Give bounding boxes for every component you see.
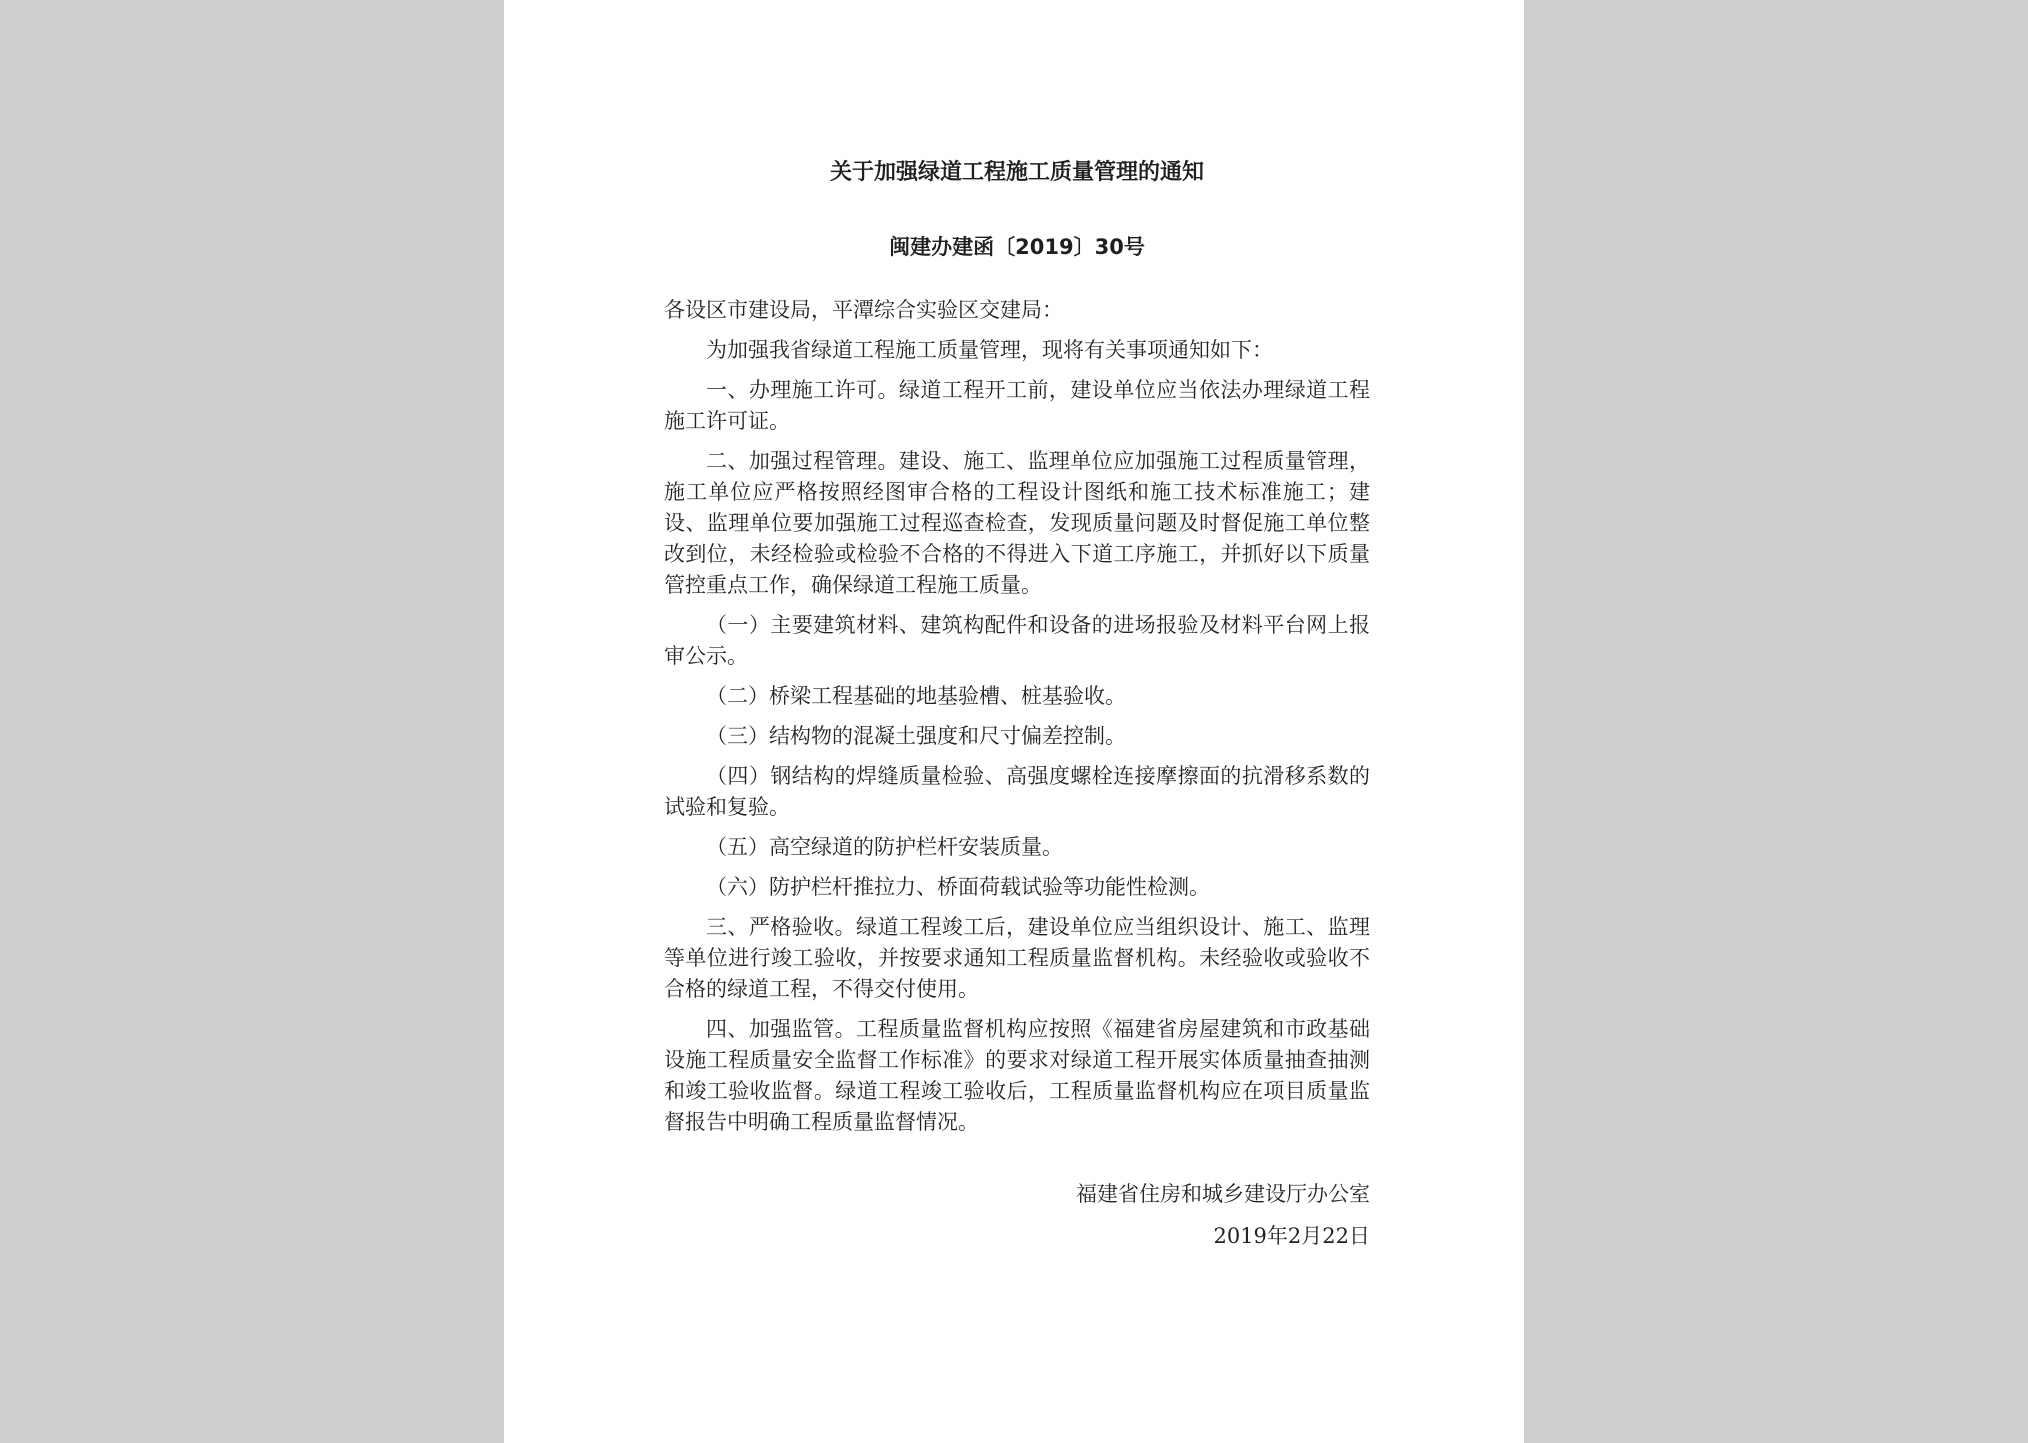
paragraph-item-4: （四）钢结构的焊缝质量检验、高强度螺栓连接摩擦面的抗滑移系数的试验和复验。 [664, 764, 1370, 819]
paragraph-item-3: （三）结构物的混凝土强度和尺寸偏差控制。 [706, 724, 1126, 748]
salutation: 各设区市建设局，平潭综合实验区交建局： [664, 298, 1063, 322]
document-number: 闽建办建函〔2019〕30号 [889, 235, 1145, 259]
paragraph-section-3: 三、严格验收。绿道工程竣工后，建设单位应当组织设计、施工、监理等单位进行竣工验收，并按要求通知工程质量监督机构。未经验收或验收不合格的绿道工程，不得交付使用。 [664, 915, 1370, 1001]
signature-organization: 福建省住房和城乡建设厅办公室 [1076, 1182, 1370, 1206]
document-body [664, 150, 1370, 1252]
paragraph-section-2: 二、加强过程管理。建设、施工、监理单位应加强施工过程质量管理，施工单位应严格按照经图审合格的工程设计图纸和施工技术标准施工；建设、监理单位要加强施工过程巡查检查，发现质量问题及时督促施工单位整改到位，未经检验或检验不合格的不得进入下道工序施工，并抓好以下质量管控重点工作，确保绿道工程施工质量。 [664, 449, 1370, 597]
paragraph-item-6: （六）防护栏杆推拉力、桥面荷载试验等功能性检测。 [706, 875, 1210, 899]
paragraph-item-5: （五）高空绿道的防护栏杆安装质量。 [706, 835, 1063, 859]
paragraph-item-2: （二）桥梁工程基础的地基验槽、桩基验收。 [706, 684, 1126, 708]
paragraph-item-1: （一）主要建筑材料、建筑构配件和设备的进场报验及材料平台网上报审公示。 [664, 613, 1370, 668]
paragraph-intro: 为加强我省绿道工程施工质量管理，现将有关事项通知如下： [706, 338, 1273, 362]
paragraph-section-4: 四、加强监管。工程质量监督机构应按照《福建省房屋建筑和市政基础设施工程质量安全监督工作标准》的要求对绿道工程开展实体质量抽查抽测和竣工验收监督。绿道工程竣工验收后，工程质量监督机构应在项目质量监督报告中明确工程质量监督情况。 [664, 1017, 1370, 1134]
signature-date: 2019年2月22日 [1213, 1224, 1370, 1248]
document-title: 关于加强绿道工程施工质量管理的通知 [829, 160, 1204, 185]
document-page [504, 0, 1524, 1443]
paragraph-section-1: 一、办理施工许可。绿道工程开工前，建设单位应当依法办理绿道工程施工许可证。 [664, 378, 1370, 433]
